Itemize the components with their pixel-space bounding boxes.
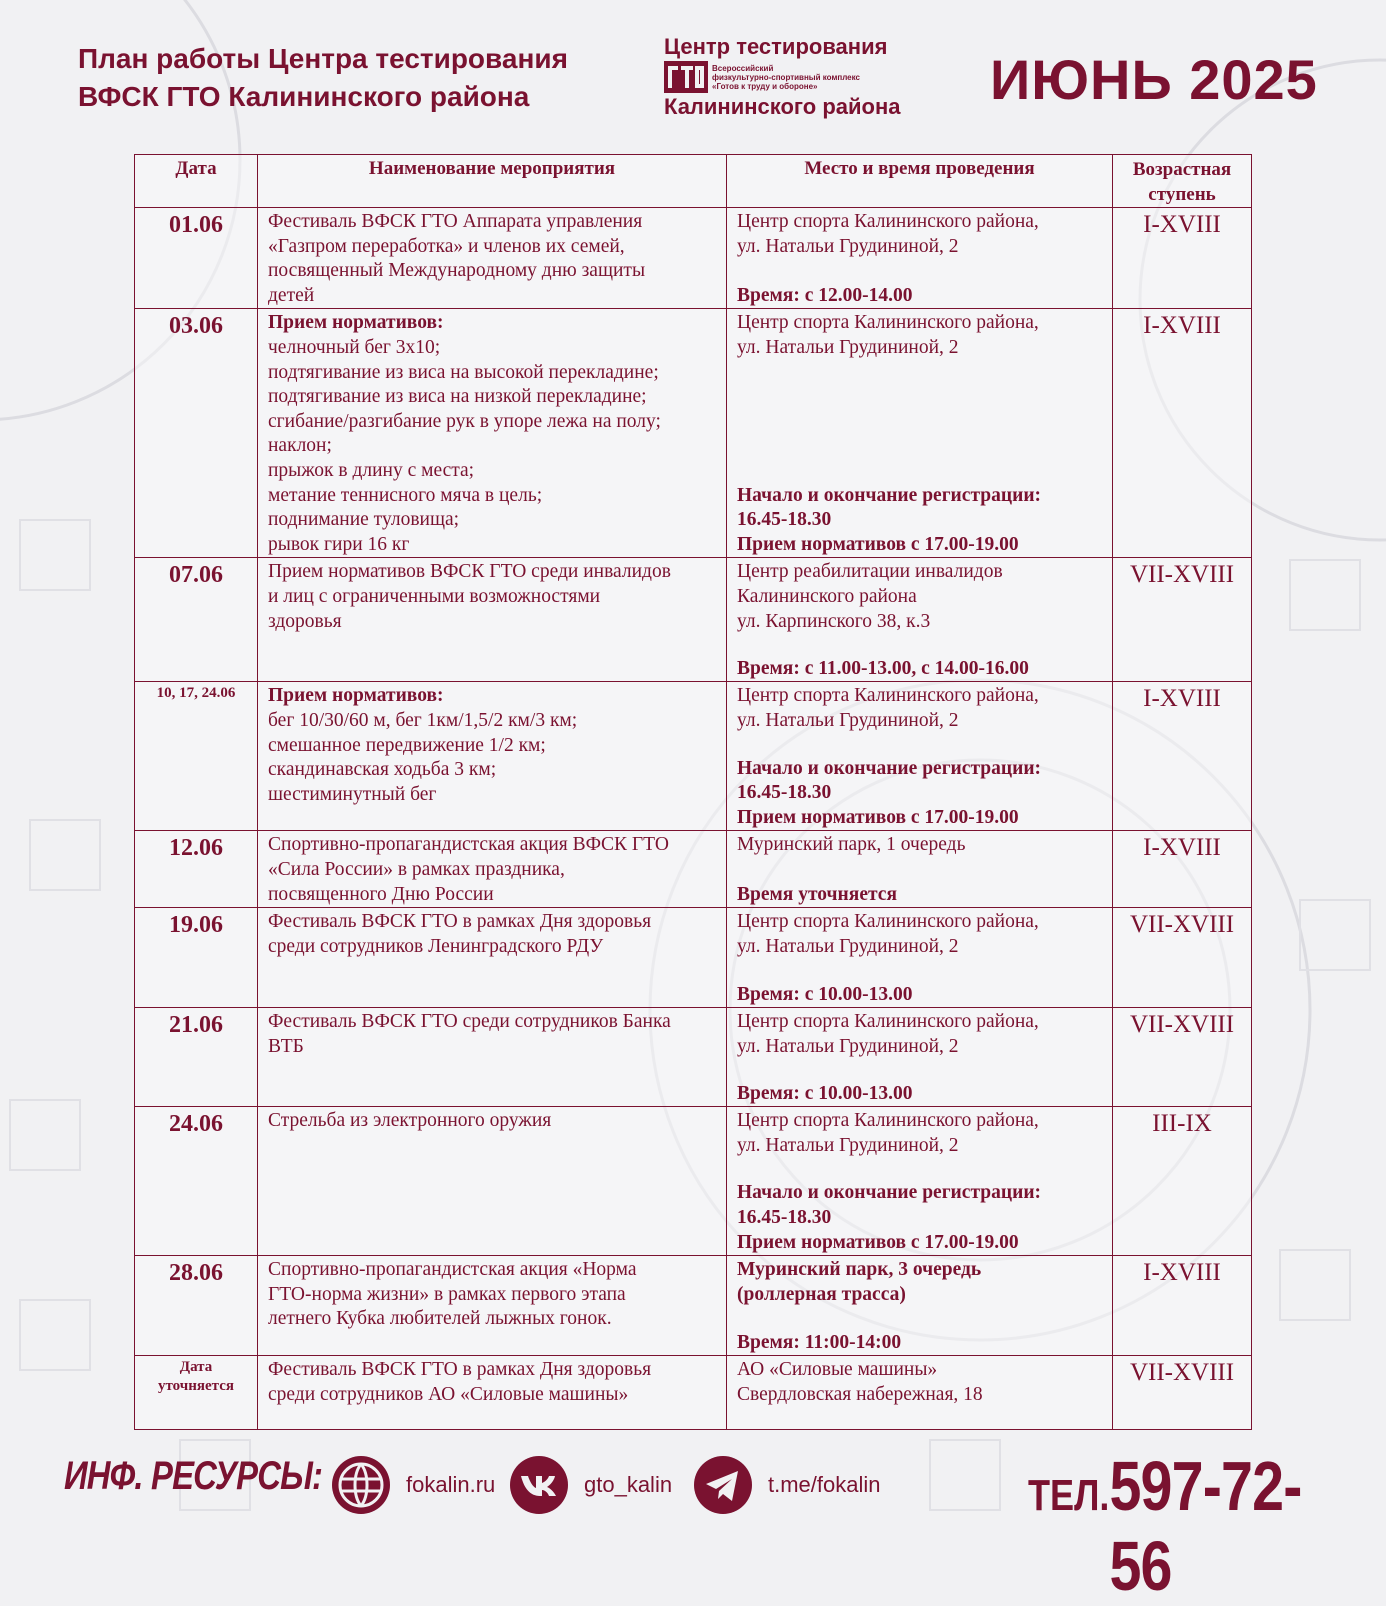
cell-event xyxy=(258,1256,727,1356)
event-line: летнего Кубка любителей лыжных гонок. xyxy=(268,1308,612,1330)
footer xyxy=(0,1440,1386,1605)
time-block xyxy=(737,484,1104,558)
event-line: Фестиваль ВФСК ГТО Аппарата управления xyxy=(268,211,643,232)
event-line: подтягивание из виса на низкой перекладине; xyxy=(268,386,647,408)
cell-event xyxy=(258,831,727,908)
time-block xyxy=(737,1181,1104,1255)
cell-date: 28.06 xyxy=(135,1256,258,1356)
time-line: Начало и окончание регистрации: xyxy=(737,484,1042,506)
title-line-2: ВФСК ГТО Калининского района xyxy=(78,81,530,112)
logo-top-text: Центр тестирования xyxy=(664,34,888,59)
cell-date: 07.06 xyxy=(135,558,258,682)
telegram-icon xyxy=(692,1454,754,1516)
place-line: Центр реабилитации инвалидов xyxy=(737,561,1003,583)
place-line: ул. Натальи Грудининой, 2 xyxy=(737,235,959,257)
cell-age: VII-XVIII xyxy=(1113,1008,1252,1107)
cell-place xyxy=(727,831,1113,908)
gto-center-logo xyxy=(664,34,904,124)
phone-digits: 597-72-56 xyxy=(1109,1447,1302,1605)
time-line: Время: с 12.00-14.00 xyxy=(737,284,913,306)
vk-link[interactable] xyxy=(508,1454,672,1516)
header-age: Возрастная ступень xyxy=(1113,155,1252,208)
event-line: Стрельба из электронного оружия xyxy=(268,1110,552,1132)
place-line: Центр спорта Калининского района, xyxy=(737,211,1039,232)
event-title: Прием нормативов: xyxy=(268,312,444,334)
event-line: метание теннисного мяча в цель; xyxy=(268,484,543,506)
place-line: Муринский парк, 1 очередь xyxy=(737,834,966,856)
place-line: ул. Натальи Грудининой, 2 xyxy=(737,935,959,957)
vk-icon xyxy=(508,1454,570,1516)
event-line: Спортивно-пропагандистская акция ВФСК ГТО xyxy=(268,834,669,856)
cell-place xyxy=(727,1107,1113,1256)
table-row xyxy=(135,831,1252,908)
event-line: здоровья xyxy=(268,610,342,632)
cell-date: 10, 17, 24.06 xyxy=(135,682,258,831)
month-title: ИЮНЬ 2025 xyxy=(990,48,1318,111)
time-block xyxy=(737,883,1104,908)
time-line: Прием нормативов с 17.00-19.00 xyxy=(737,1231,1019,1253)
site-link[interactable] xyxy=(330,1454,495,1516)
time-line: Время: с 10.00-13.00 xyxy=(737,983,913,1005)
cell-event xyxy=(258,682,727,831)
cell-place xyxy=(727,558,1113,682)
event-line: поднимание туловища; xyxy=(268,509,460,531)
time-block xyxy=(737,1331,1104,1356)
event-line: челночный бег 3х10; xyxy=(268,336,441,358)
table-row xyxy=(135,1256,1252,1356)
event-line: прыжок в длину с места; xyxy=(268,459,475,481)
place-line: ул. Натальи Грудининой, 2 xyxy=(737,336,959,358)
event-line: среди сотрудников Ленинградского РДУ xyxy=(268,935,604,957)
cell-place xyxy=(727,1256,1113,1356)
cell-age: VII-XVIII xyxy=(1113,558,1252,682)
event-line: скандинавская ходьба 3 км; xyxy=(268,759,497,781)
time-line: Прием нормативов с 17.00-19.00 xyxy=(737,806,1019,828)
event-line: сгибание/разгибание рук в упоре лежа на полу; xyxy=(268,410,661,432)
cell-date: 03.06 xyxy=(135,309,258,558)
table-row xyxy=(135,1356,1252,1430)
place-line: ул. Натальи Грудининой, 2 xyxy=(737,1035,959,1057)
place-line: Центр спорта Калининского района, xyxy=(737,685,1039,707)
table-header-row xyxy=(135,155,1252,208)
time-line: Время уточняется xyxy=(737,883,897,905)
vk-text: gto_kalin xyxy=(584,1472,673,1497)
event-line: посвященный Международному дню защиты xyxy=(268,260,646,282)
table-row xyxy=(135,208,1252,309)
logo-tagline: Всероссийский физкультурно-спортивный комплекс «Готов к труду и обороне» xyxy=(712,63,860,91)
event-line: детей xyxy=(268,284,315,306)
cell-place xyxy=(727,1008,1113,1107)
cell-event xyxy=(258,1356,727,1430)
time-line: 16.45-18.30 xyxy=(737,509,832,531)
event-line: подтягивание из виса на высокой перекладине; xyxy=(268,361,659,383)
cell-date: 24.06 xyxy=(135,1107,258,1256)
cell-event xyxy=(258,309,727,558)
event-line: среди сотрудников АО «Силовые машины» xyxy=(268,1383,629,1405)
place-line: Муринский парк, 3 очередь xyxy=(737,1259,982,1281)
table-row xyxy=(135,908,1252,1008)
cell-place xyxy=(727,1356,1113,1430)
cell-date: Дата уточняется xyxy=(135,1356,258,1430)
time-line: Время: с 11.00-13.00, с 14.00-16.00 xyxy=(737,657,1029,679)
logo-bottom-text: Калининского района xyxy=(664,94,901,119)
cell-age: I-XVIII xyxy=(1113,1256,1252,1356)
time-block xyxy=(737,1082,1104,1107)
cell-age: I-XVIII xyxy=(1113,309,1252,558)
site-text: fokalin.ru xyxy=(406,1472,496,1497)
header-event: Наименование мероприятия xyxy=(258,155,727,208)
place-line: Центр спорта Калининского района, xyxy=(737,911,1039,933)
cell-event xyxy=(258,1107,727,1256)
cell-place xyxy=(727,682,1113,831)
cell-date: 01.06 xyxy=(135,208,258,309)
cell-event xyxy=(258,1008,727,1107)
cell-age: I-XVIII xyxy=(1113,682,1252,831)
telegram-text: t.me/fokalin xyxy=(768,1472,881,1497)
title-line-1: План работы Центра тестирования xyxy=(78,43,568,74)
event-line: посвященного Дню России xyxy=(268,883,494,905)
header-place: Место и время проведения xyxy=(727,155,1113,208)
time-line: 16.45-18.30 xyxy=(737,1206,832,1228)
place-line: АО «Силовые машины» xyxy=(737,1359,938,1381)
cell-event xyxy=(258,208,727,309)
cell-place xyxy=(727,309,1113,558)
place-line: Центр спорта Калининского района, xyxy=(737,1110,1039,1132)
event-line: Фестиваль ВФСК ГТО в рамках Дня здоровья xyxy=(268,1359,652,1381)
resources-label: ИНФ. РЕСУРСЫ: xyxy=(64,1454,323,1498)
cell-place xyxy=(727,208,1113,309)
event-line: ГТО-норма жизни» в рамках первого этапа xyxy=(268,1283,626,1305)
globe-icon xyxy=(330,1454,392,1516)
time-line: Прием нормативов с 17.00-19.00 xyxy=(737,533,1019,555)
event-line: смешанное передвижение 1/2 км; xyxy=(268,734,546,756)
event-line: «Газпром переработка» и членов их семей, xyxy=(268,235,625,257)
cell-event xyxy=(258,908,727,1008)
event-line: ВТБ xyxy=(268,1035,304,1057)
place-line: ул. Карпинского 38, к.3 xyxy=(737,610,931,632)
event-line: Фестиваль ВФСК ГТО в рамках Дня здоровья xyxy=(268,911,652,933)
cell-age: VII-XVIII xyxy=(1113,1356,1252,1430)
event-line: шестиминутный бег xyxy=(268,783,437,805)
event-line: наклон; xyxy=(268,435,332,457)
table-row xyxy=(135,309,1252,558)
table-row xyxy=(135,682,1252,831)
table-row xyxy=(135,1107,1252,1256)
event-title: Прием нормативов: xyxy=(268,685,444,707)
time-line: 16.45-18.30 xyxy=(737,782,832,804)
cell-age: I-XVIII xyxy=(1113,208,1252,309)
place-line: Калининского района xyxy=(737,585,917,607)
event-line: Спортивно-пропагандистская акция «Норма xyxy=(268,1259,637,1281)
schedule-table xyxy=(134,154,1252,1430)
cell-place xyxy=(727,908,1113,1008)
place-line: Свердловская набережная, 18 xyxy=(737,1383,983,1405)
place-line: Центр спорта Калининского района, xyxy=(737,312,1039,334)
place-line: ул. Натальи Грудининой, 2 xyxy=(737,709,959,731)
cell-event xyxy=(258,558,727,682)
page-title xyxy=(78,40,568,116)
time-block xyxy=(737,284,1104,309)
time-line: Время: 11:00-14:00 xyxy=(737,1331,902,1353)
cell-age: I-XVIII xyxy=(1113,831,1252,908)
time-block xyxy=(737,983,1104,1008)
event-line: Фестиваль ВФСК ГТО среди сотрудников Банка xyxy=(268,1011,671,1033)
event-line: бег 10/30/60 м, бег 1км/1,5/2 км/3 км; xyxy=(268,709,578,731)
time-line: Начало и окончание регистрации: xyxy=(737,757,1042,779)
table-row xyxy=(135,558,1252,682)
time-block xyxy=(737,757,1104,831)
event-line: рывок гири 16 кг xyxy=(268,533,410,555)
place-line: ул. Натальи Грудининой, 2 xyxy=(737,1134,959,1156)
phone-number xyxy=(1028,1446,1322,1606)
event-line: Прием нормативов ВФСК ГТО среди инвалидов xyxy=(268,561,671,583)
time-line: Начало и окончание регистрации: xyxy=(737,1182,1042,1204)
telegram-link[interactable] xyxy=(692,1454,881,1516)
place-line: (роллерная трасса) xyxy=(737,1283,906,1305)
gto-logo-icon xyxy=(664,61,708,93)
cell-date: 21.06 xyxy=(135,1008,258,1107)
place-line: Центр спорта Калининского района, xyxy=(737,1011,1039,1033)
phone-prefix: ТЕЛ. xyxy=(1028,1471,1110,1520)
cell-age: VII-XVIII xyxy=(1113,908,1252,1008)
time-block xyxy=(737,657,1104,682)
event-line: и лиц с ограниченными возможностями xyxy=(268,585,601,607)
cell-age: III-IX xyxy=(1113,1107,1252,1256)
cell-date: 12.06 xyxy=(135,831,258,908)
cell-date: 19.06 xyxy=(135,908,258,1008)
time-line: Время: с 10.00-13.00 xyxy=(737,1082,913,1104)
event-line: «Сила России» в рамках праздника, xyxy=(268,858,565,880)
header-date: Дата xyxy=(135,155,258,208)
table-row xyxy=(135,1008,1252,1107)
